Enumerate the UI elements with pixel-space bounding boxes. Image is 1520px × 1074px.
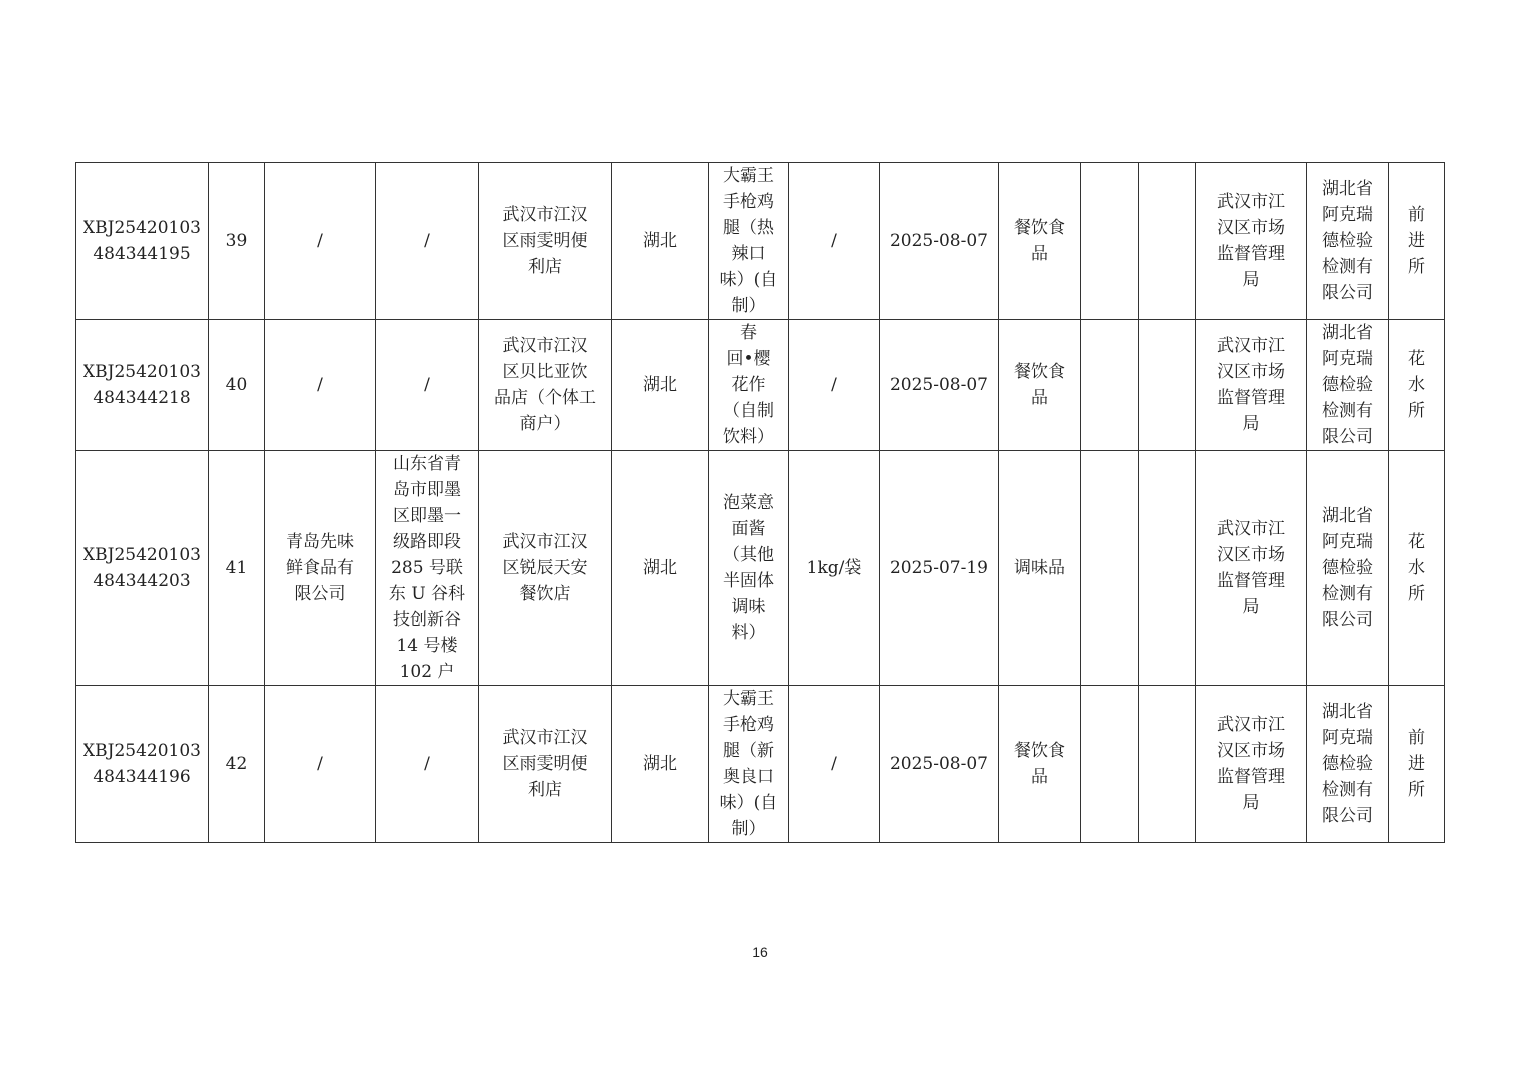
task-source-cell: 武汉市江 汉区市场 监督管理 局 [1196,163,1307,320]
table-row [76,163,1445,320]
production-date-cell: 2025-08-07 [880,686,999,843]
specification-cell: / [789,163,880,320]
specification-cell: / [789,686,880,843]
manufacturer-cell: 青岛先味 鲜食品有 限公司 [265,451,376,686]
empty-cell [1139,320,1196,451]
table-row [76,686,1445,843]
production-date-cell: 2025-08-07 [880,163,999,320]
product-name-cell: 泡菜意 面酱 （其他 半固体 调味 料） [709,451,789,686]
sample-id-cell: XBJ25420103 484344195 [76,163,209,320]
manufacturer-cell: / [265,320,376,451]
table-row [76,451,1445,686]
sample-id-cell: XBJ25420103 484344218 [76,320,209,451]
station-cell: 花 水 所 [1389,320,1445,451]
testing-lab-cell: 湖北省 阿克瑞 德检验 检测有 限公司 [1307,320,1389,451]
sampled-unit-cell: 武汉市江汉 区雨雯明便 利店 [479,686,612,843]
page-number: 16 [752,944,768,960]
empty-cell [1081,320,1139,451]
manufacturer-cell: / [265,163,376,320]
manufacturer-cell: / [265,686,376,843]
specification-cell: 1kg/袋 [789,451,880,686]
manufacturer-address-cell: 山东省青 岛市即墨 区即墨一 级路即段 285 号联 东 U 谷科 技创新谷 14 号楼 102 户 [376,451,479,686]
sample-id-cell: XBJ25420103 484344196 [76,686,209,843]
empty-cell [1139,451,1196,686]
empty-cell [1081,686,1139,843]
testing-lab-cell: 湖北省 阿克瑞 德检验 检测有 限公司 [1307,686,1389,843]
specification-cell: / [789,320,880,451]
sampled-unit-cell: 武汉市江汉 区雨雯明便 利店 [479,163,612,320]
station-cell: 花 水 所 [1389,451,1445,686]
empty-cell [1139,686,1196,843]
province-cell: 湖北 [612,320,709,451]
province-cell: 湖北 [612,451,709,686]
product-name-cell: 春 回•樱 花作 （自制 饮料） [709,320,789,451]
production-date-cell: 2025-07-19 [880,451,999,686]
empty-cell [1081,163,1139,320]
task-source-cell: 武汉市江 汉区市场 监督管理 局 [1196,451,1307,686]
product-name-cell: 大霸王 手枪鸡 腿（热 辣口 味）(自 制） [709,163,789,320]
task-source-cell: 武汉市江 汉区市场 监督管理 局 [1196,686,1307,843]
product-name-cell: 大霸王 手枪鸡 腿（新 奥良口 味）(自 制） [709,686,789,843]
food-category-cell: 餐饮食 品 [999,320,1081,451]
testing-lab-cell: 湖北省 阿克瑞 德检验 检测有 限公司 [1307,163,1389,320]
empty-cell [1081,451,1139,686]
sequence-cell: 42 [209,686,265,843]
food-category-cell: 餐饮食 品 [999,163,1081,320]
sampled-unit-cell: 武汉市江汉 区锐辰天安 餐饮店 [479,451,612,686]
manufacturer-address-cell: / [376,320,479,451]
sequence-cell: 39 [209,163,265,320]
testing-lab-cell: 湖北省 阿克瑞 德检验 检测有 限公司 [1307,451,1389,686]
sampled-unit-cell: 武汉市江汉 区贝比亚饮 品店（个体工 商户） [479,320,612,451]
manufacturer-address-cell: / [376,163,479,320]
task-source-cell: 武汉市江 汉区市场 监督管理 局 [1196,320,1307,451]
province-cell: 湖北 [612,686,709,843]
sampling-results-table [75,162,1445,843]
empty-cell [1139,163,1196,320]
sample-id-cell: XBJ25420103 484344203 [76,451,209,686]
production-date-cell: 2025-08-07 [880,320,999,451]
station-cell: 前 进 所 [1389,686,1445,843]
food-category-cell: 餐饮食 品 [999,686,1081,843]
food-category-cell: 调味品 [999,451,1081,686]
sequence-cell: 40 [209,320,265,451]
table-row [76,320,1445,451]
province-cell: 湖北 [612,163,709,320]
manufacturer-address-cell: / [376,686,479,843]
sequence-cell: 41 [209,451,265,686]
station-cell: 前 进 所 [1389,163,1445,320]
